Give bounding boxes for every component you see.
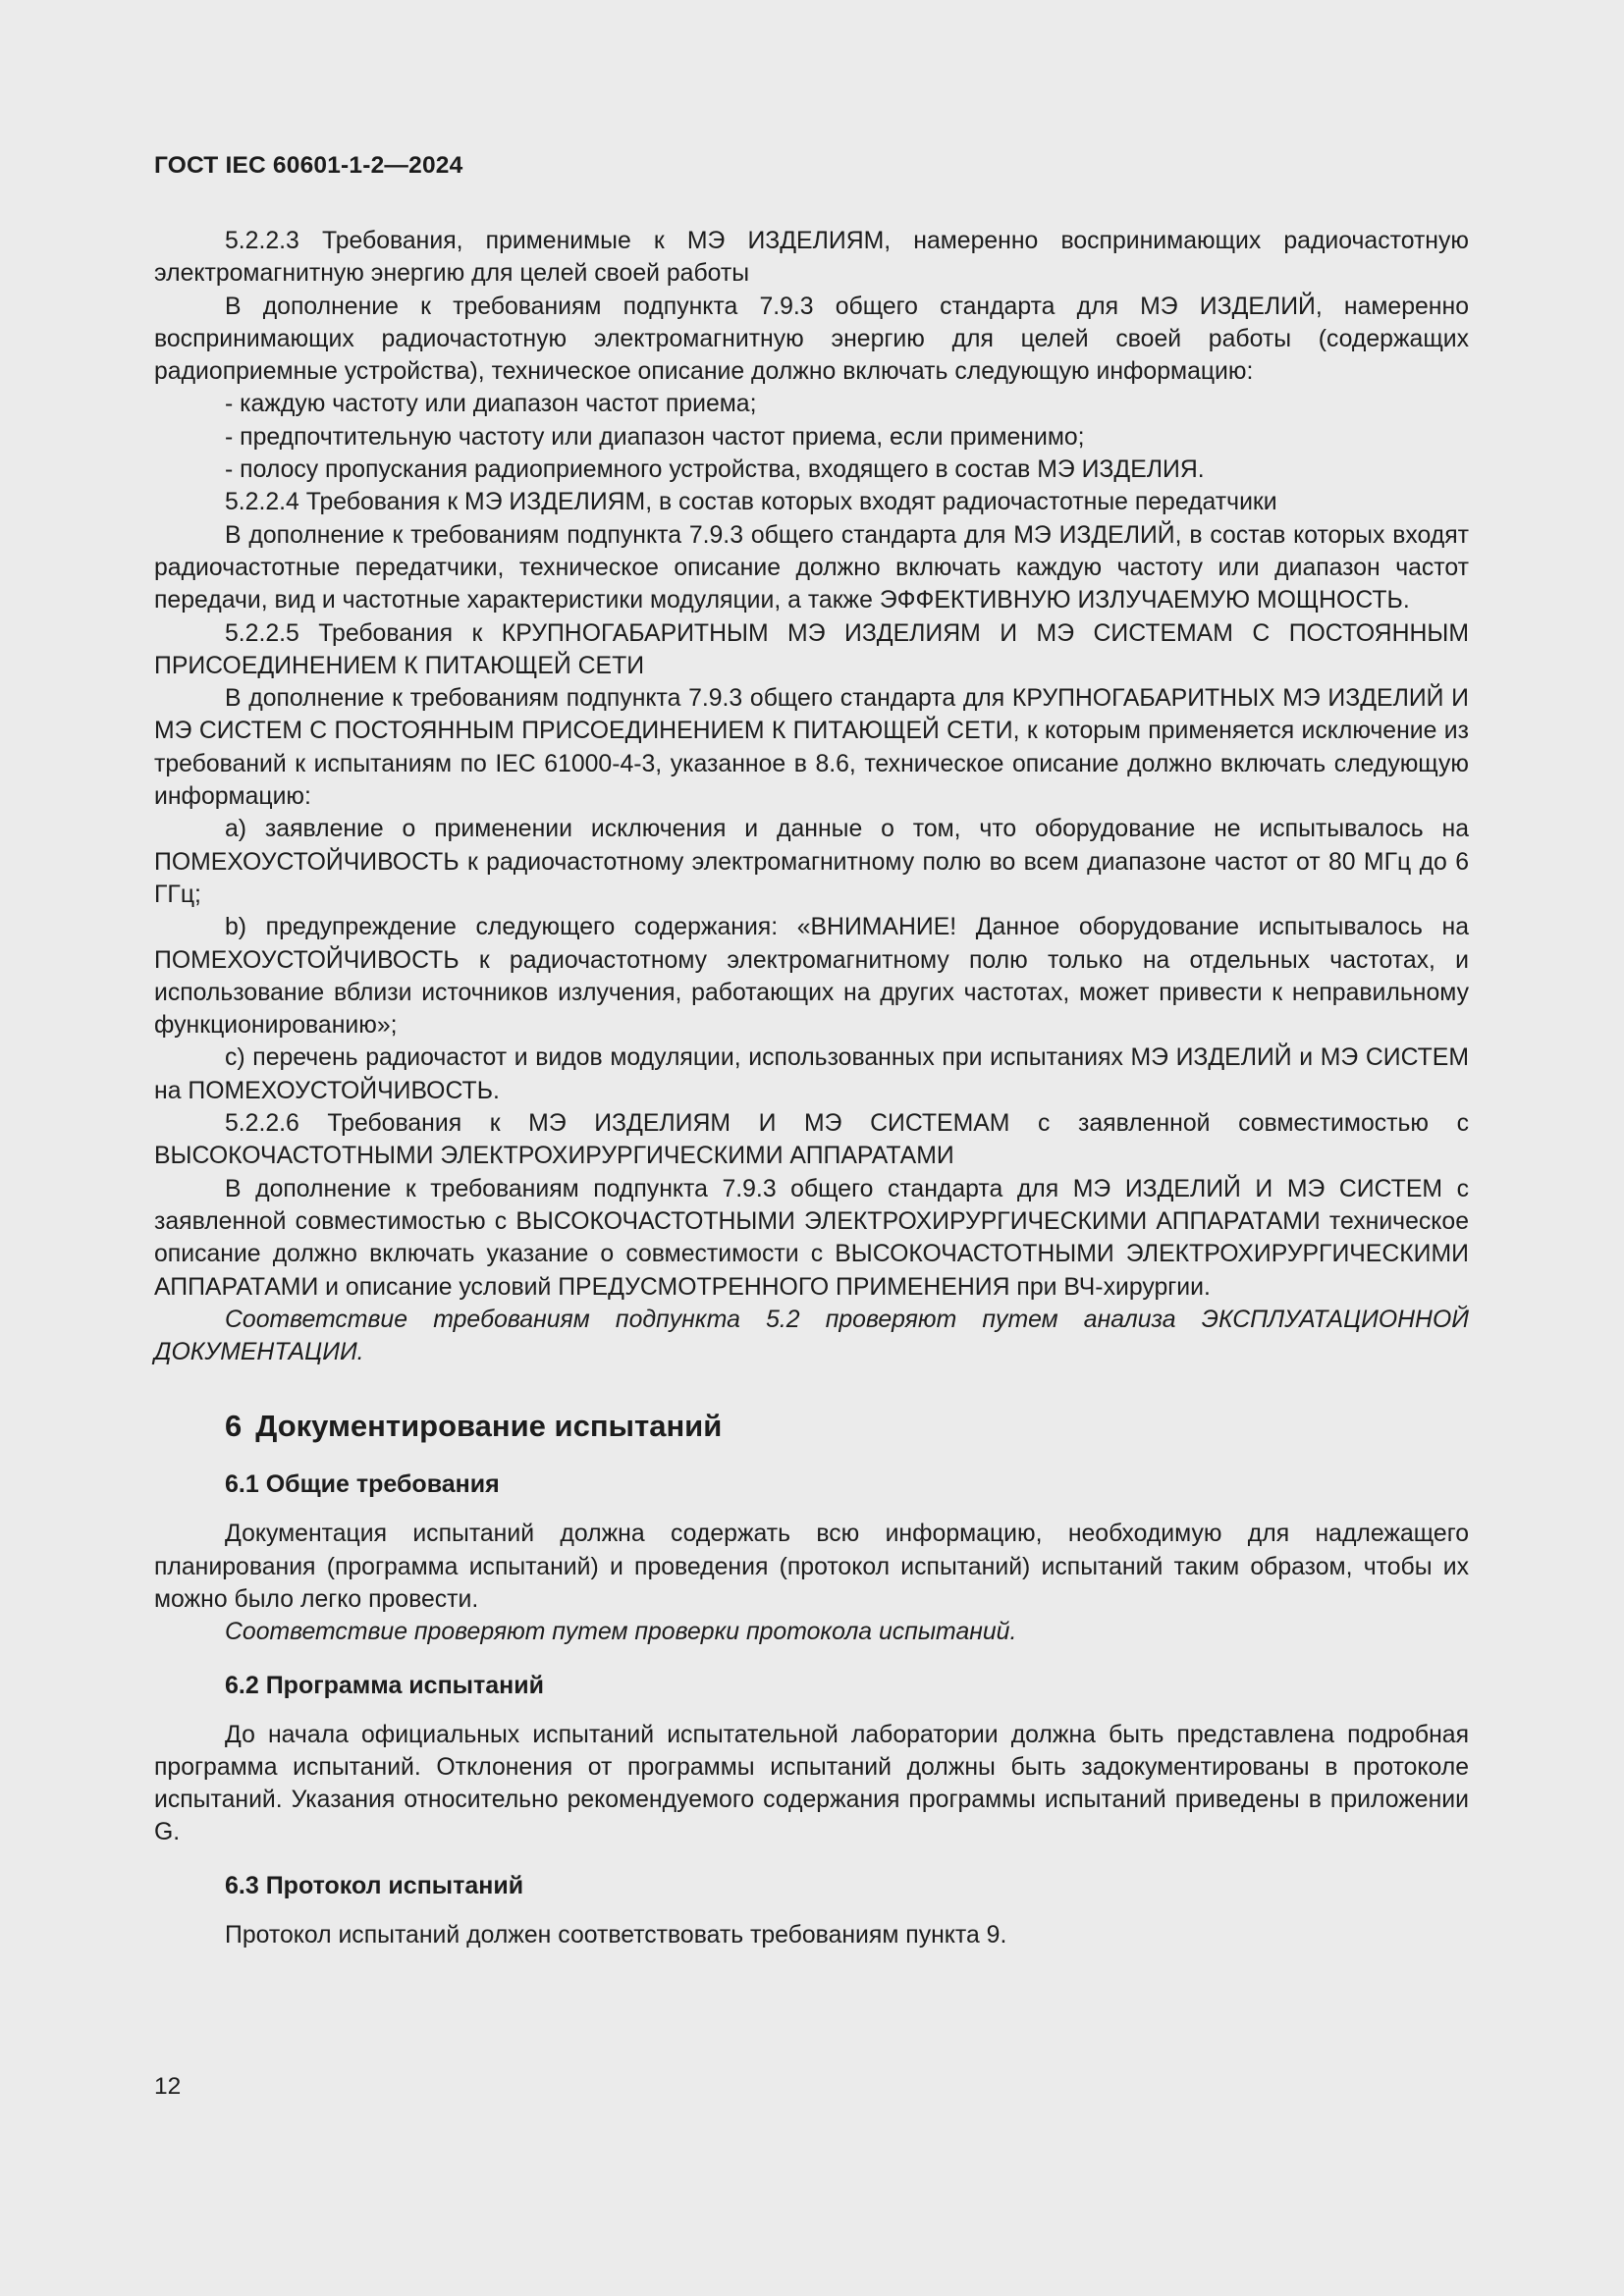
clause-5-2-2-6-text: В дополнение к требованиям подпункта 7.9.3 общего стандарта для МЭ ИЗДЕЛИЙ И МЭ СИСТЕМ с заявленной совместимостью с ВЫСОКОЧАСТОТНЫМИ ЭЛЕКТРОХИРУРГИЧЕСКИМИ АППАРАТАМИ техническое описание должно включать указание о совместимости с ВЫСОКОЧАСТОТНЫМИ ЭЛЕКТРОХИРУРГИЧЕСКИМИ АППАРАТАМИ и описание условий ПРЕДУСМОТРЕННОГО ПРИМЕНЕНИЯ при ВЧ-хирургии. [154,1175,1469,1301]
compliance-note-6-1: Соответствие проверяют путем проверки протокола испытаний. [225,1619,1017,1646]
list-item: - каждую частоту или диапазон частот приема; [225,391,757,418]
clause-5-2-2-3-text: В дополнение к требованиям подпункта 7.9.3 общего стандарта для МЭ ИЗДЕЛИЙ, намеренно воспринимающих радиочастотную электромагнитную энергию для целей своей работы (содержащих радиоприемные устройства), техническое описание должно включать следующую информацию: [154,293,1469,386]
clause-5-2-2-5-item-a: a) заявление о применении исключения и данные о том, что оборудование не испытывалось на ПОМЕХОУСТОЙЧИВОСТЬ к радиочастотному электромагнитному полю во всем диапазоне частот от 80 МГц до 6 ГГц; [154,816,1469,908]
clause-5-2-2-3-title: 5.2.2.3 Требования, применимые к МЭ ИЗДЕЛИЯМ, намеренно воспринимающих радиочастотную электромагнитную энергию для целей своей работы [154,228,1469,288]
section-6-heading [154,1408,1469,1445]
document-body [154,225,1469,1951]
subsection-6-3-text: Протокол испытаний должен соответствовать требованиям пункта 9. [225,1921,1007,1949]
clause-5-2-2-5-item-c: c) перечень радиочастот и видов модуляции, использованных при испытаниях МЭ ИЗДЕЛИЙ и МЭ СИСТЕМ на ПОМЕХОУСТОЙЧИВОСТЬ. [154,1044,1469,1104]
document-header: ГОСТ IEC 60601-1-2—2024 [154,152,463,179]
subsection-6-2-heading: 6.2 Программа испытаний [225,1671,545,1699]
compliance-note-5-2: Соответствие требованиям подпункта 5.2 проверяют путем анализа ЭКСПЛУАТАЦИОННОЙ ДОКУМЕНТАЦИИ. [154,1306,1469,1366]
subsection-6-3-heading: 6.3 Протокол испытаний [225,1871,524,1899]
subsection-6-1-heading: 6.1 Общие требования [225,1470,500,1499]
clause-5-2-2-4-text: В дополнение к требованиям подпункта 7.9.3 общего стандарта для МЭ ИЗДЕЛИЙ, в состав которых входят радиочастотные передатчики, техническое описание должно включать каждую частоту или диапазон частот передачи, вид и частотные характеристики модуляции, а также ЭФФЕКТИВНУЮ ИЗЛУЧАЕМУЮ МОЩНОСТЬ. [154,521,1469,614]
clause-5-2-2-6-title: 5.2.2.6 Требования к МЭ ИЗДЕЛИЯМ И МЭ СИСТЕМАМ с заявленной совместимостью с ВЫСОКОЧАСТОТНЫМИ ЭЛЕКТРОХИРУРГИЧЕСКИМИ АППАРАТАМИ [154,1110,1469,1170]
subsection-6-2-text: До начала официальных испытаний испытательной лаборатории должна быть представлена подробная программа испытаний. Отклонения от программы испытаний должны быть задокументированы в протоколе испытаний. Указания относительно рекомендуемого содержания программы испытаний приведены в приложении G. [154,1721,1469,1846]
clause-5-2-2-4-title: 5.2.2.4 Требования к МЭ ИЗДЕЛИЯМ, в состав которых входят радиочастотные передатчики [225,489,1277,516]
section-6-title: Документирование испытаний [255,1409,723,1444]
section-6-number: 6 [225,1409,243,1444]
clause-5-2-2-5-title: 5.2.2.5 Требования к КРУПНОГАБАРИТНЫМ МЭ ИЗДЕЛИЯМ И МЭ СИСТЕМАМ С ПОСТОЯННЫМ ПРИСОЕДИНЕНИЕМ К ПИТАЮЩЕЙ СЕТИ [154,619,1469,679]
list-item: - предпочтительную частоту или диапазон частот приема, если применимо; [225,423,1085,451]
clause-5-2-2-5-text: В дополнение к требованиям подпункта 7.9.3 общего стандарта для КРУПНОГАБАРИТНЫХ МЭ ИЗДЕЛИЙ И МЭ СИСТЕМ С ПОСТОЯННЫМ ПРИСОЕДИНЕНИЕМ К ПИТАЮЩЕЙ СЕТИ, к которым применяется исключение из требований к испытаниям по IEC 61000-4-3, указанное в 8.6, техническое описание должно включать следующую информацию: [154,685,1469,811]
clause-5-2-2-5-item-b: b) предупреждение следующего содержания: «ВНИМАНИЕ! Данное оборудование испытывалось на ПОМЕХОУСТОЙЧИВОСТЬ к радиочастотному электромагнитному полю только на отдельных частотах, и использование вблизи источников излучения, работающих на других частотах, может привести к неправильному функционированию»; [154,914,1469,1040]
list-item: - полосу пропускания радиоприемного устройства, входящего в состав МЭ ИЗДЕЛИЯ. [225,456,1205,484]
page-number: 12 [154,2073,182,2100]
subsection-6-1-text: Документация испытаний должна содержать всю информацию, необходимую для надлежащего планирования (программа испытаний) и проведения (протокол испытаний) испытаний таким образом, чтобы их можно было легко провести. [154,1521,1469,1613]
